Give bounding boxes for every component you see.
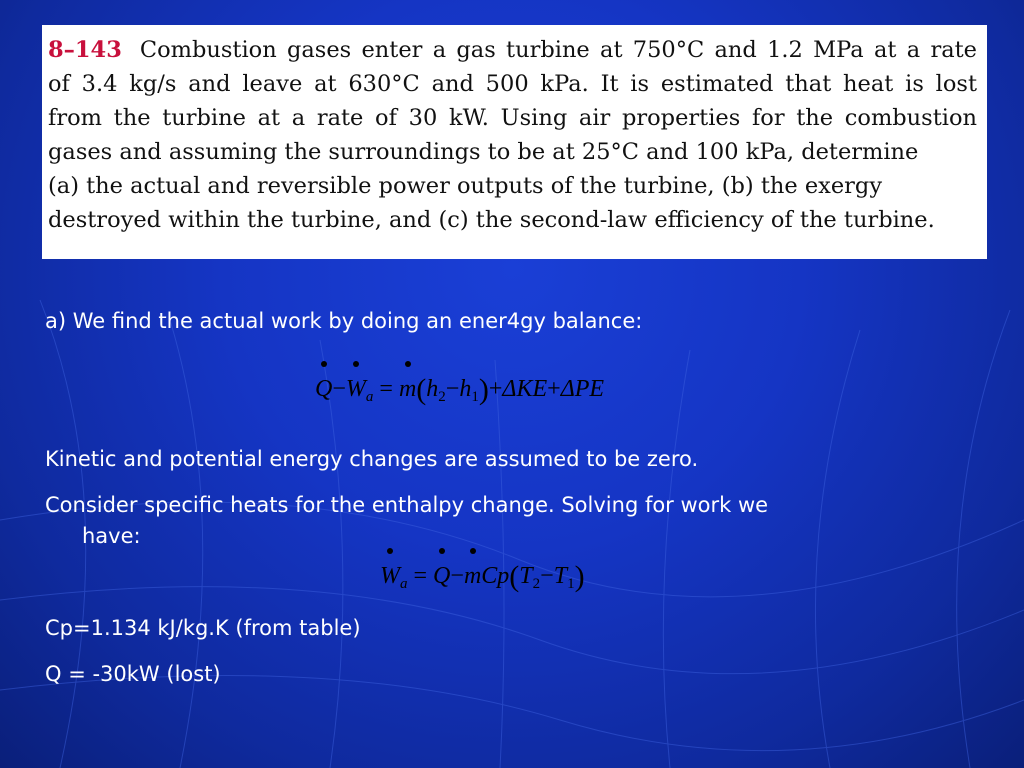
problem-line-4: gases and assuming the surroundings to be at 25°C and 100 kPa, determine xyxy=(48,139,919,165)
problem-statement-box xyxy=(42,25,987,259)
ke-pe-text: Kinetic and potential energy changes are assumed to be zero. xyxy=(45,447,699,471)
part-a-text: We find the actual work by doing an ener4gy balance: xyxy=(72,309,643,333)
specific-heats-line-1: Consider specific heats for the enthalpy change. Solving for work we xyxy=(45,493,769,517)
part-a-line xyxy=(45,306,642,337)
problem-line-3: from the turbine at a rate of 30 kW. Using air properties for the combustion xyxy=(48,105,977,131)
problem-line-1: 8–143 Combustion gases enter a gas turbine at 750°C and 1.2 MPa at a rate xyxy=(48,37,977,63)
specific-heats-line-2: have: xyxy=(82,524,141,548)
problem-number: 8–143 xyxy=(48,37,122,63)
work-equation: $W_a$ = Q− $mCp(T_2-T_1)$ xyxy=(380,560,585,594)
problem-line-2: of 3.4 kg/s and leave at 630°C and 500 kPa. It is estimated that heat is lost xyxy=(48,71,977,97)
part-a-label: a) xyxy=(45,309,67,333)
cp-text: Cp=1.134 kJ/kg.K (from table) xyxy=(45,616,361,640)
problem-line-6: destroyed within the turbine, and (c) the second-law efficiency of the turbine. xyxy=(48,207,935,233)
problem-line-5: (a) the actual and reversible power outputs of the turbine, (b) the exergy xyxy=(48,173,883,199)
q-text: Q = -30kW (lost) xyxy=(45,662,221,686)
energy-balance-equation: Q− $W_a$ = $m(h_2-h_1)+\Delta KE+\Delta PE$ xyxy=(315,373,604,407)
